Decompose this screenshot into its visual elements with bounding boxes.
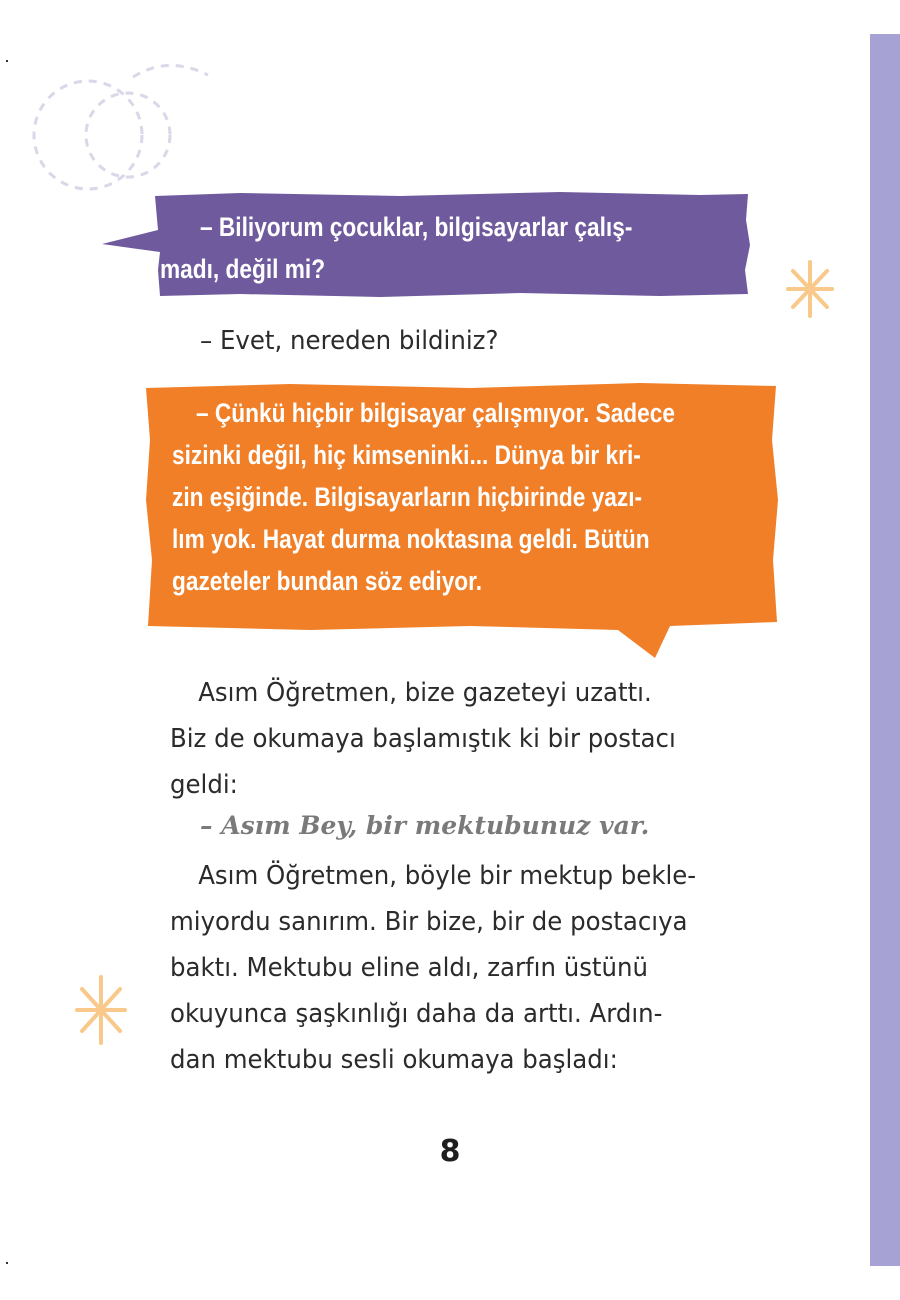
paragraph <box>170 853 696 1083</box>
paragraph-line: baktı. Mektubu eline aldı, zarfın üstünü <box>170 953 648 983</box>
side-color-band <box>870 34 900 1266</box>
sparkle-icon <box>782 258 838 320</box>
paragraph-line: okuyunca şaşkınlığı daha da arttı. Ardın- <box>170 999 663 1029</box>
sparkle-icon <box>72 973 130 1047</box>
paragraph-line: dan mektubu sesli okumaya başladı: <box>170 1045 618 1075</box>
paragraph-line: Asım Öğretmen, böyle bir mektup bekle- <box>198 861 697 891</box>
bubble-text-line: – Biliyorum çocuklar, bilgisayarlar çalış- <box>200 212 633 242</box>
paragraph-line: Asım Öğretmen, bize gazeteyi uzattı. <box>198 678 652 708</box>
postman-quote: – Asım Bey, bir mektubunuz var. <box>200 811 650 840</box>
bubble-text-line: zin eşiğinde. Bilgisayarların hiçbirinde yazı- <box>172 482 643 512</box>
bubble-text-line: sizinki değil, hiç kimseninki... Dünya bir kri- <box>172 440 641 470</box>
dialogue-reply: – Evet, nereden bildiniz? <box>200 326 499 356</box>
paragraph-line: geldi: <box>170 770 238 800</box>
orange-speech-bubble <box>140 380 785 665</box>
paragraph-line: Biz de okumaya başlamıştık ki bir postacı <box>170 724 676 754</box>
bubble-text-line: gazeteler bundan söz ediyor. <box>172 566 483 596</box>
crop-mark <box>6 1262 8 1264</box>
paragraph <box>170 670 676 808</box>
bubble-text-line: lım yok. Hayat durma noktasına geldi. Bütün <box>172 524 650 554</box>
bubble-text-line: – Çünkü hiçbir bilgisayar çalışmıyor. Sadece <box>196 398 676 428</box>
dashed-circles-icon <box>28 55 228 205</box>
paragraph-line: miyordu sanırım. Bir bize, bir de postacıya <box>170 907 688 937</box>
page-number: 8 <box>439 1134 461 1169</box>
crop-mark <box>6 60 8 62</box>
purple-speech-bubble <box>100 190 760 302</box>
bubble-text-line: madı, değil mi? <box>160 254 326 284</box>
